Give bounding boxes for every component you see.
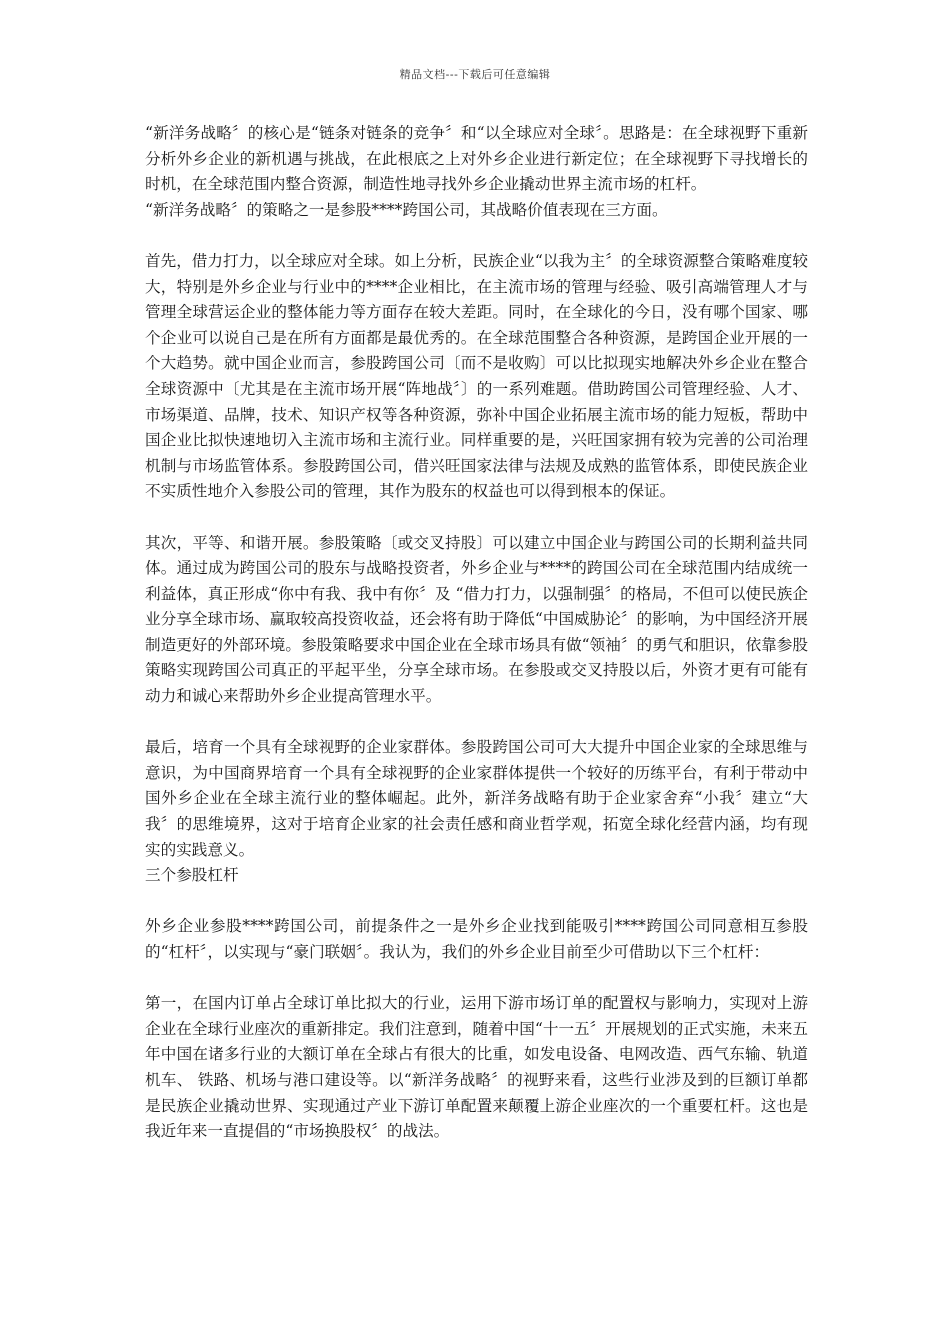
paragraph-strategy-value: “新洋务战略〞的策略之一是参股****跨国公司，其战略价值表现在三方面。 [145,200,668,219]
section-heading: 三个参股杠杆 [145,866,239,885]
page-header: 精品文档---下载后可任意编辑 [399,68,551,81]
paragraph-first: 首先，借力打力，以全球应对全球。如上分析，民族企业“以我为主〞的全球资源整合策略难度较大，特别是外乡企业与行业中的****企业相比，在主流市场的管理与经验、吸引高端管理人才与管理全球营运企业的整体能力等方面存在较大差距。同时，在全球化的今日，没有哪个国家、哪个企业可以说自己是在所有方面都是最优秀的。在全球范围整合各种资源，是跨国企业开展的一个大趋势。就中国企业而言，参股跨国公司〔而不是收购〕可以比拟现实地解决外乡企业在整合全球资源中〔尤其是在主流市场开展“阵地战〞〕的一系列难题。借助跨国公司管理经验、人才、市场渠道、品牌，技术、知识产权等各种资源，弥补中国企业拓展主流市场的能力短板，帮助中国企业比拟快速地切入主流市场和主流行业。同样重要的是，兴旺国家拥有较为完善的公司治理机制与市场监管体系。参股跨国公司，借兴旺国家法律与法规及成熟的监管体系，即使民族企业不实质性地介入参股公司的管理，其作为股东的权益也可以得到根本的保证。 [145,251,808,501]
paragraph-levers-intro: 外乡企业参股****跨国公司，前提条件之一是外乡企业找到能吸引****跨国公司同意相互参股的“杠杆〞，以实现与“豪门联姻〞。我认为，我们的外乡企业目前至少可借助以下三个杠杆： [145,917,808,961]
paragraph-last: 最后，培育一个具有全球视野的企业家群体。参股跨国公司可大大提升中国企业家的全球思维与意识，为中国商界培育一个具有全球视野的企业家群体提供一个较好的历练平台，有利于带动中国外乡企业在全球主流行业的整体崛起。此外，新洋务战略有助于企业家舍弃“小我〞建立“大我〞的思维境界，这对于培育企业家的社会责任感和商业哲学观，拓宽全球化经营内涵，均有现实的实践意义。 [145,738,808,859]
paragraph-lever-one: 第一，在国内订单占全球订单比拟大的行业，运用下游市场订单的配置权与影响力，实现对上游企业在全球行业座次的重新排定。我们注意到，随着中国“十一五〞开展规划的正式实施，未来五年中国在诸多行业的大额订单在全球占有很大的比重，如发电设备、电网改造、西气东输、轨道机车、 铁路、机场与港口建设等。以“新洋务战略〞的视野来看，这些行业涉及到的巨额订单都是民族企业撬动世界、实现通过产业下游订单配置来颠覆上游企业座次的一个重要杠杆。这也是我近年来一直提倡的“市场换股权〞的战法。 [145,994,808,1141]
paragraph-second: 其次，平等、和谐开展。参股策略〔或交叉持股〕可以建立中国企业与跨国公司的长期利益共同体。通过成为跨国公司的股东与战略投资者，外乡企业与****的跨国公司在全球范围内结成统一利益体，真正形成“你中有我、我中有你〞及 “借力打力，以强制强〞的格局，不但可以使民族企业分享全球市场、赢取较高投资收益，还会将有助于降低“中国威胁论〞的影响，为中国经济开展制造更好的外部环境。参股策略要求中国企业在全球市场具有做“领袖〞的勇气和胆识，依靠参股策略实现跨国公司真正的平起平坐，分享全球市场。在参股或交叉持股以后，外资才更有可能有动力和诚心来帮助外乡企业提高管理水平。 [145,533,808,706]
paragraph-strategy-core: “新洋务战略〞的核心是“链条对链条的竞争〞和“以全球应对全球〞。思路是：在全球视野下重新分析外乡企业的新机遇与挑战，在此根底之上对外乡企业进行新定位；在全球视野下寻找增长的时机，在全球范围内整合资源，制造性地寻找外乡企业撬动世界主流市场的杠杆。 [145,124,808,194]
document-body [145,121,808,1145]
